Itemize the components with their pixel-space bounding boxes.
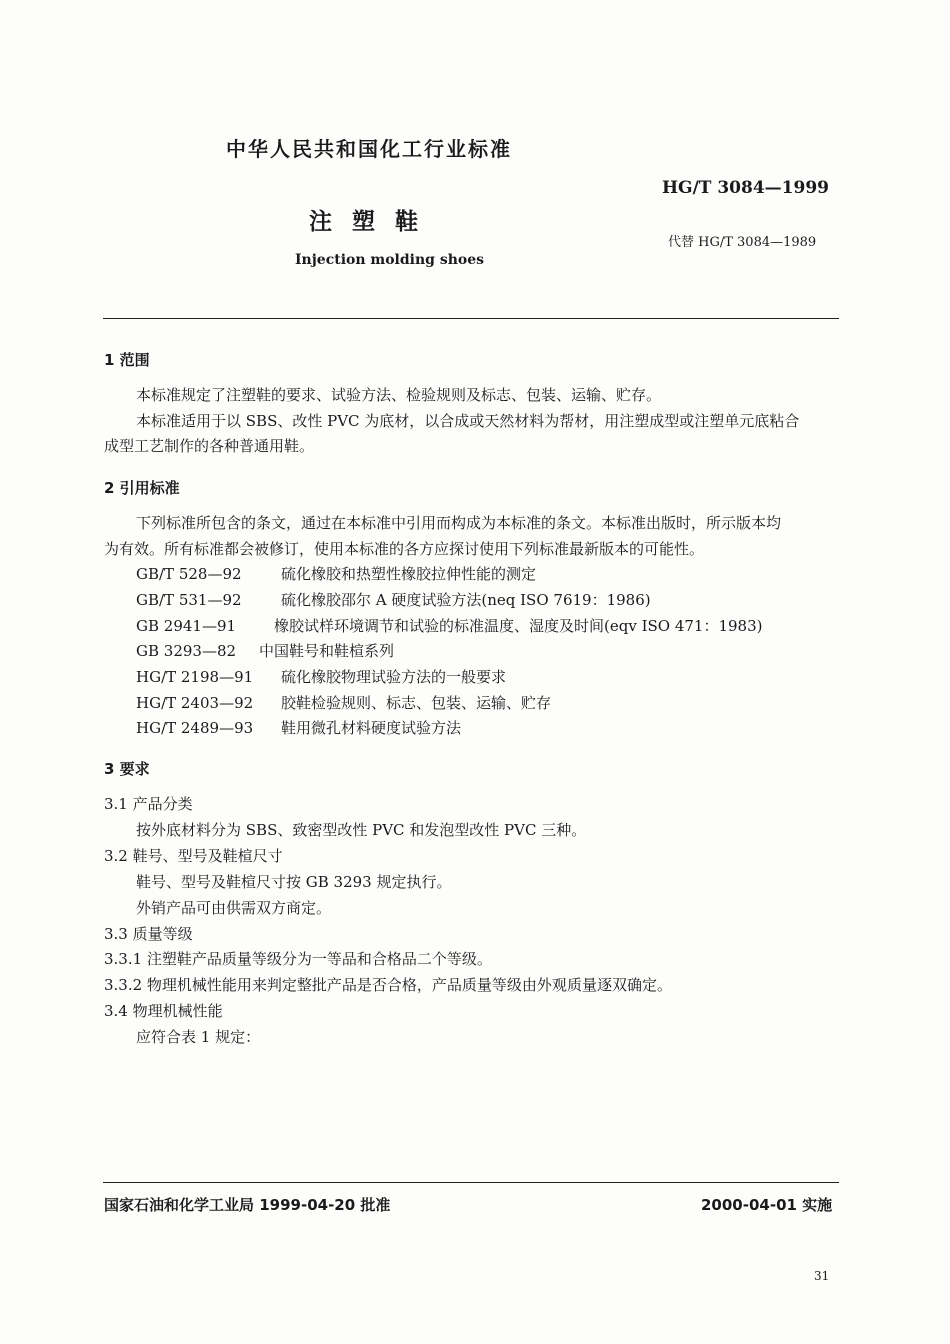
replaces-note: 代替 HG/T 3084—1989 (668, 235, 817, 250)
org-title: 中华人民共和国化工行业标准 (226, 137, 512, 161)
section-3-heading: 3 要求 (104, 760, 150, 778)
clause-3-2-text-1: 鞋号、型号及鞋楦尺寸按 GB 3293 规定执行。 (136, 873, 452, 891)
clause-3-3-2: 3.3.2 物理机械性能用来判定整批产品是否合格，产品质量等级由外观质量逐双确定。 (104, 976, 672, 994)
reference-item: HG/T 2198—91 硫化橡胶物理试验方法的一般要求 (136, 668, 507, 686)
reference-item: HG/T 2489—93 鞋用微孔材料硬度试验方法 (136, 719, 462, 737)
clause-3-2-heading: 3.2 鞋号、型号及鞋楦尺寸 (104, 847, 283, 865)
clause-3-3-1: 3.3.1 注塑鞋产品质量等级分为一等品和合格品二个等级。 (104, 950, 492, 968)
section-1-heading: 1 范围 (104, 351, 150, 369)
reference-item: GB/T 531—92 硫化橡胶邵尔 A 硬度试验方法(neq ISO 7619：1986) (136, 591, 651, 609)
section-2-heading: 2 引用标准 (104, 479, 180, 497)
clause-3-1-text: 按外底材料分为 SBS、致密型改性 PVC 和发泡型改性 PVC 三种。 (136, 821, 587, 839)
english-title: Injection molding shoes (295, 252, 485, 268)
clause-3-1-heading: 3.1 产品分类 (104, 795, 193, 813)
footer-divider (103, 1182, 839, 1183)
reference-item: GB 2941—91 橡胶试样环境调节和试验的标准温度、湿度及时间(eqv ISO 471：1983) (136, 617, 763, 635)
reference-item: HG/T 2403—92 胶鞋检验规则、标志、包装、运输、贮存 (136, 694, 552, 712)
section-1-para-1: 本标准规定了注塑鞋的要求、试验方法、检验规则及标志、包装、运输、贮存。 (136, 386, 662, 404)
section-1-para-2-cont: 成型工艺制作的各种普通用鞋。 (104, 437, 315, 455)
section-1-para-2: 本标准适用于以 SBS、改性 PVC 为底材，以合成或天然材料为帮材，用注塑成型或注塑单元底粘合 (136, 412, 800, 430)
standard-number: HG/T 3084—1999 (662, 178, 829, 198)
section-2-para-1-cont: 为有效。所有标准都会被修订，使用本标准的各方应探讨使用下列标准最新版本的可能性。 (104, 540, 705, 558)
approval-line: 国家石油和化学工业局 1999-04-20 批准 (104, 1196, 391, 1214)
page-number: 31 (814, 1269, 830, 1283)
document-title: 注 塑 鞋 (309, 209, 425, 235)
header-divider (103, 318, 839, 319)
effective-date: 2000-04-01 实施 (701, 1196, 833, 1214)
reference-item: GB 3293—82 中国鞋号和鞋楦系列 (136, 642, 395, 660)
section-2-para-1: 下列标准所包含的条文，通过在本标准中引用而构成为本标准的条文。本标准出版时，所示版本均 (136, 514, 782, 532)
clause-3-3-heading: 3.3 质量等级 (104, 925, 193, 943)
clause-3-4-text: 应符合表 1 规定： (136, 1028, 261, 1046)
clause-3-2-text-2: 外销产品可由供需双方商定。 (136, 899, 332, 917)
clause-3-4-heading: 3.4 物理机械性能 (104, 1002, 223, 1020)
reference-item: GB/T 528—92 硫化橡胶和热塑性橡胶拉伸性能的测定 (136, 565, 537, 583)
